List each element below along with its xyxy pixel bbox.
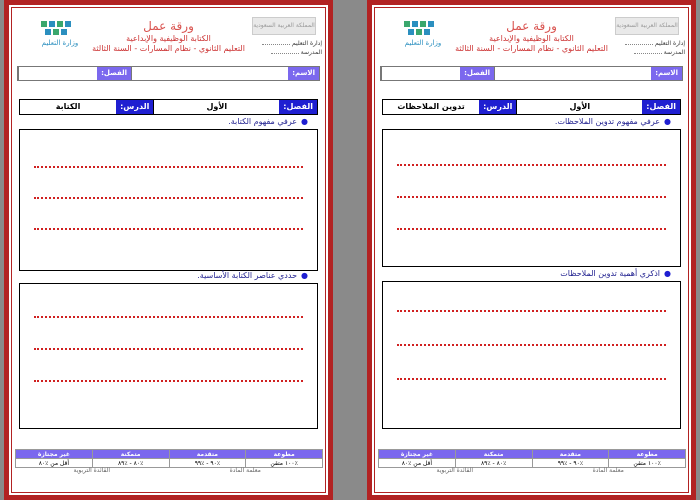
grade-criteria: ٪٨٠ - ٪٨٩	[92, 458, 170, 468]
grade-criteria: ٪٨٠ - ٪٨٩	[455, 458, 533, 468]
answer-line	[34, 166, 303, 168]
kingdom-emblem: المملكة العربية السعودية	[252, 17, 316, 35]
admin-label: إدارة التعليم	[292, 40, 322, 47]
grade-criteria: ٪٩٠ - ٪٩٩	[169, 458, 247, 468]
lesson-bar	[382, 99, 681, 115]
school-label: المدرسة	[663, 49, 685, 56]
grade-header: متمكنة	[92, 449, 170, 459]
answer-line	[34, 228, 303, 230]
answer-line	[397, 228, 666, 230]
answer-line	[397, 344, 666, 346]
answer-line	[397, 164, 666, 166]
unit-label: الفصل:	[279, 100, 317, 114]
class-label: الفصل:	[97, 67, 131, 80]
subject-title: الكتابة الوظيفية والإبداعية	[126, 34, 211, 43]
name-field[interactable]	[494, 67, 651, 80]
subject-title: الكتابة الوظيفية والإبداعية	[489, 34, 574, 43]
teacher-signature: معلمة المادة	[229, 467, 261, 474]
admin-label: إدارة التعليم	[655, 40, 685, 47]
answer-line	[34, 380, 303, 382]
grading-footer	[378, 449, 685, 477]
class-field[interactable]	[381, 67, 460, 80]
answer-line	[397, 196, 666, 198]
grade-criteria: أقل من ٪٨٠	[378, 458, 456, 468]
lesson-value: تدوين الملاحظات	[397, 102, 465, 111]
lesson-label: الدرس:	[116, 100, 153, 114]
question-1: ●عرفي مفهوم الكتابة.	[228, 117, 308, 126]
track-title: التعليم الثانوي - نظام المسارات - السنة الثالثة	[92, 44, 245, 53]
ministry-name: وزارة التعليم	[41, 39, 79, 47]
lesson-label: الدرس:	[479, 100, 516, 114]
student-info-bar	[17, 66, 320, 81]
school-label: المدرسة	[300, 49, 322, 56]
grade-header: متمكنة	[455, 449, 533, 459]
class-label: الفصل:	[460, 67, 494, 80]
name-label: الاسم:	[288, 67, 319, 80]
grade-criteria: أقل من ٪٨٠	[15, 458, 93, 468]
ministry-name: وزارة التعليم	[404, 39, 442, 47]
grade-criteria: ٪١٠٠ متقن	[608, 458, 686, 468]
grade-header: غير مجتازة	[15, 449, 93, 459]
supervisor-signature: القائدة التربوية	[436, 467, 473, 474]
unit-value: الأول	[153, 100, 279, 114]
unit-label: الفصل:	[642, 100, 680, 114]
kingdom-emblem: المملكة العربية السعودية	[615, 17, 679, 35]
answer-line	[397, 310, 666, 312]
worksheet-page-left	[4, 0, 333, 500]
lesson-bar	[19, 99, 318, 115]
answer-line	[34, 348, 303, 350]
supervisor-signature: القائدة التربوية	[73, 467, 110, 474]
question-2: ●اذكري أهمية تدوين الملاحظات	[560, 269, 671, 278]
question-1-text: عرفي مفهوم الكتابة.	[228, 117, 298, 126]
answer-line	[34, 197, 303, 199]
answer-box-1[interactable]	[19, 129, 318, 271]
question-2: ●حددي عناصر الكتابة الأساسية.	[197, 271, 308, 280]
question-2-text: حددي عناصر الكتابة الأساسية.	[197, 271, 298, 280]
answer-box-2[interactable]	[19, 283, 318, 429]
grade-header: مطوعة	[608, 449, 686, 459]
name-field[interactable]	[131, 67, 288, 80]
question-1-text: عرفي مفهوم تدوين الملاحظات.	[554, 117, 661, 126]
lesson-value: الكتابة	[55, 102, 81, 111]
question-1: ●عرفي مفهوم تدوين الملاحظات.	[554, 117, 671, 126]
class-field[interactable]	[18, 67, 97, 80]
grade-header: مطوعة	[245, 449, 323, 459]
grade-header: غير مجتازة	[378, 449, 456, 459]
page-title: ورقة عمل	[143, 19, 194, 33]
answer-line	[397, 378, 666, 380]
student-info-bar	[380, 66, 683, 81]
grade-criteria: ٪٩٠ - ٪٩٩	[532, 458, 610, 468]
grading-footer	[15, 449, 322, 477]
name-label: الاسم:	[651, 67, 682, 80]
worksheet-page-right	[367, 0, 696, 500]
teacher-signature: معلمة المادة	[592, 467, 624, 474]
page-title: ورقة عمل	[506, 19, 557, 33]
answer-box-1[interactable]	[382, 129, 681, 267]
unit-value: الأول	[516, 100, 642, 114]
grade-header: متقدمة	[532, 449, 610, 459]
grade-header: متقدمة	[169, 449, 247, 459]
track-title: التعليم الثانوي - نظام المسارات - السنة الثالثة	[455, 44, 608, 53]
answer-line	[34, 316, 303, 318]
answer-box-2[interactable]	[382, 281, 681, 429]
grade-criteria: ٪١٠٠ متقن	[245, 458, 323, 468]
question-2-text: اذكري أهمية تدوين الملاحظات	[560, 269, 661, 278]
